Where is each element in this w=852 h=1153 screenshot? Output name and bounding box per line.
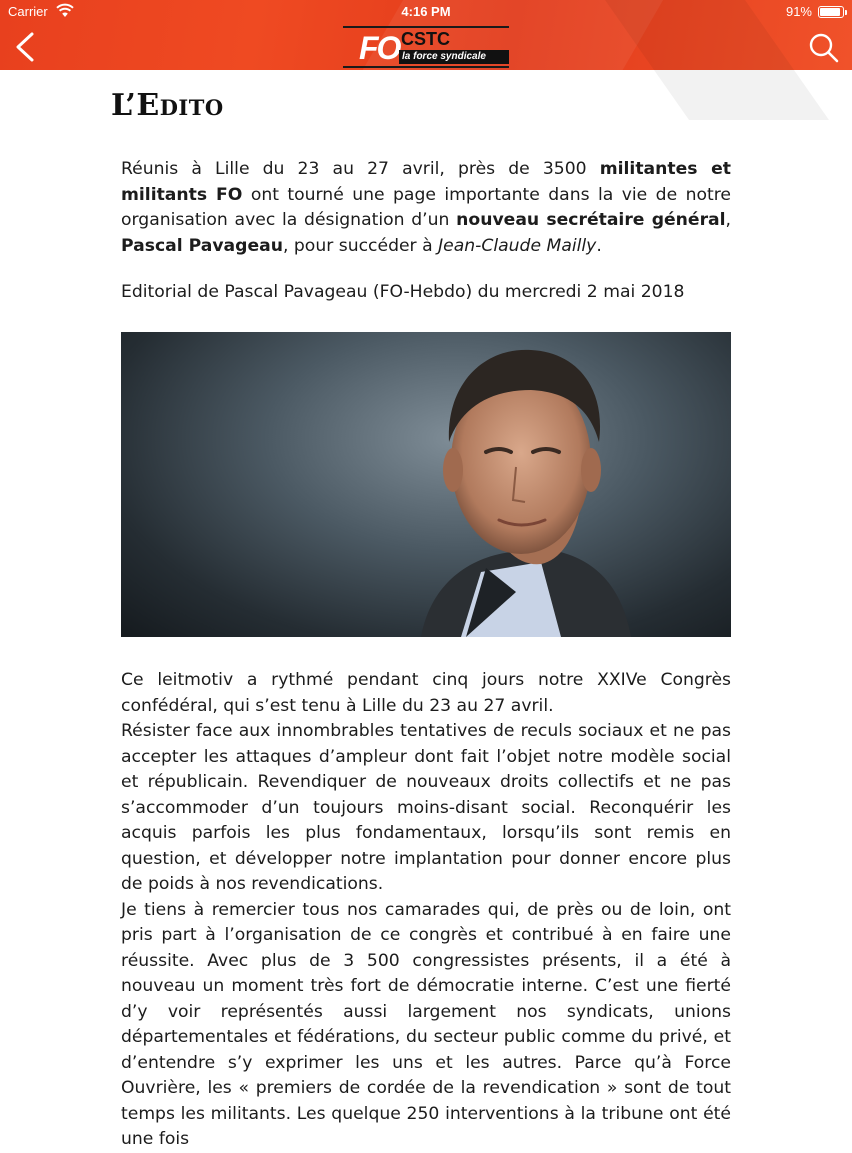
page-title: L’Edito (111, 88, 224, 123)
article-intro: Réunis à Lille du 23 au 27 avril, près de 3500 militantes et militants FO ont tourné une page importante dans la vie de notre organisation avec la désignation d’un nouveau secrétaire général, Pascal Pavageau, pour succéder à Jean-Claude Mailly. (121, 159, 732, 256)
logo-tagline: la force syndicale (399, 50, 509, 64)
article-photo (121, 332, 731, 637)
article-byline: Editorial de Pascal Pavageau (FO-Hebdo) du mercredi 2 mai 2018 (121, 282, 685, 302)
status-bar (0, 0, 852, 24)
paragraph: Ce leitmotiv a rythmé pendant cinq jours notre XXIVe Congrès confédéral, qui s’est tenu à Lille du 23 au 27 avril. (121, 670, 731, 716)
logo-cstc: CSTC (401, 29, 450, 49)
carrier-label: Carrier (8, 4, 48, 19)
back-button[interactable] (10, 30, 40, 64)
clock: 4:16 PM (401, 4, 451, 19)
paragraph: Je tiens à remercier tous nos camarades qui, de près ou de loin, ont pris part à l’organisation de ce congrès et contribué à en faire une réussite. Avec plus de 3 500 congressistes présents, il a été à nouveau un moment très fort de démocratie interne. C’est une fierté d’y voir représentés aussi largement nos syndicats, unions départementales et fédérations, du secteur public comme du privé, et d’entendre s’y exprimer les uns et les autres. Parce qu’à Force Ouvrière, les « premiers de cordée de la revendication » sont de tout temps les militants. Les quelque 250 interventions à la tribune ont été une fois (121, 899, 731, 1149)
chevron-left-icon (10, 30, 40, 64)
search-button[interactable] (808, 30, 840, 64)
article-body (121, 668, 731, 1153)
brand-logo (343, 26, 509, 68)
portrait-image (121, 332, 731, 637)
logo-fo: FO (359, 30, 400, 66)
paragraph: Résister face aux innombrables tentatives de reculs sociaux et ne pas accepter les attaques d’ampleur dont fait l’objet notre modèle social et républicain. Revendiquer de nouveaux droits collectifs et ne pas s’accommoder d’un toujours moins-disant social. Reconquérir les acquis parfois les plus fondamentaux, lorsqu’ils sont remis en question, et développer notre implantation pour donner encore plus de poids à nos revendications. (121, 721, 731, 894)
app-header (0, 0, 852, 70)
battery-icon (818, 6, 844, 18)
search-icon (808, 30, 840, 64)
battery-percent: 91% (785, 4, 812, 19)
